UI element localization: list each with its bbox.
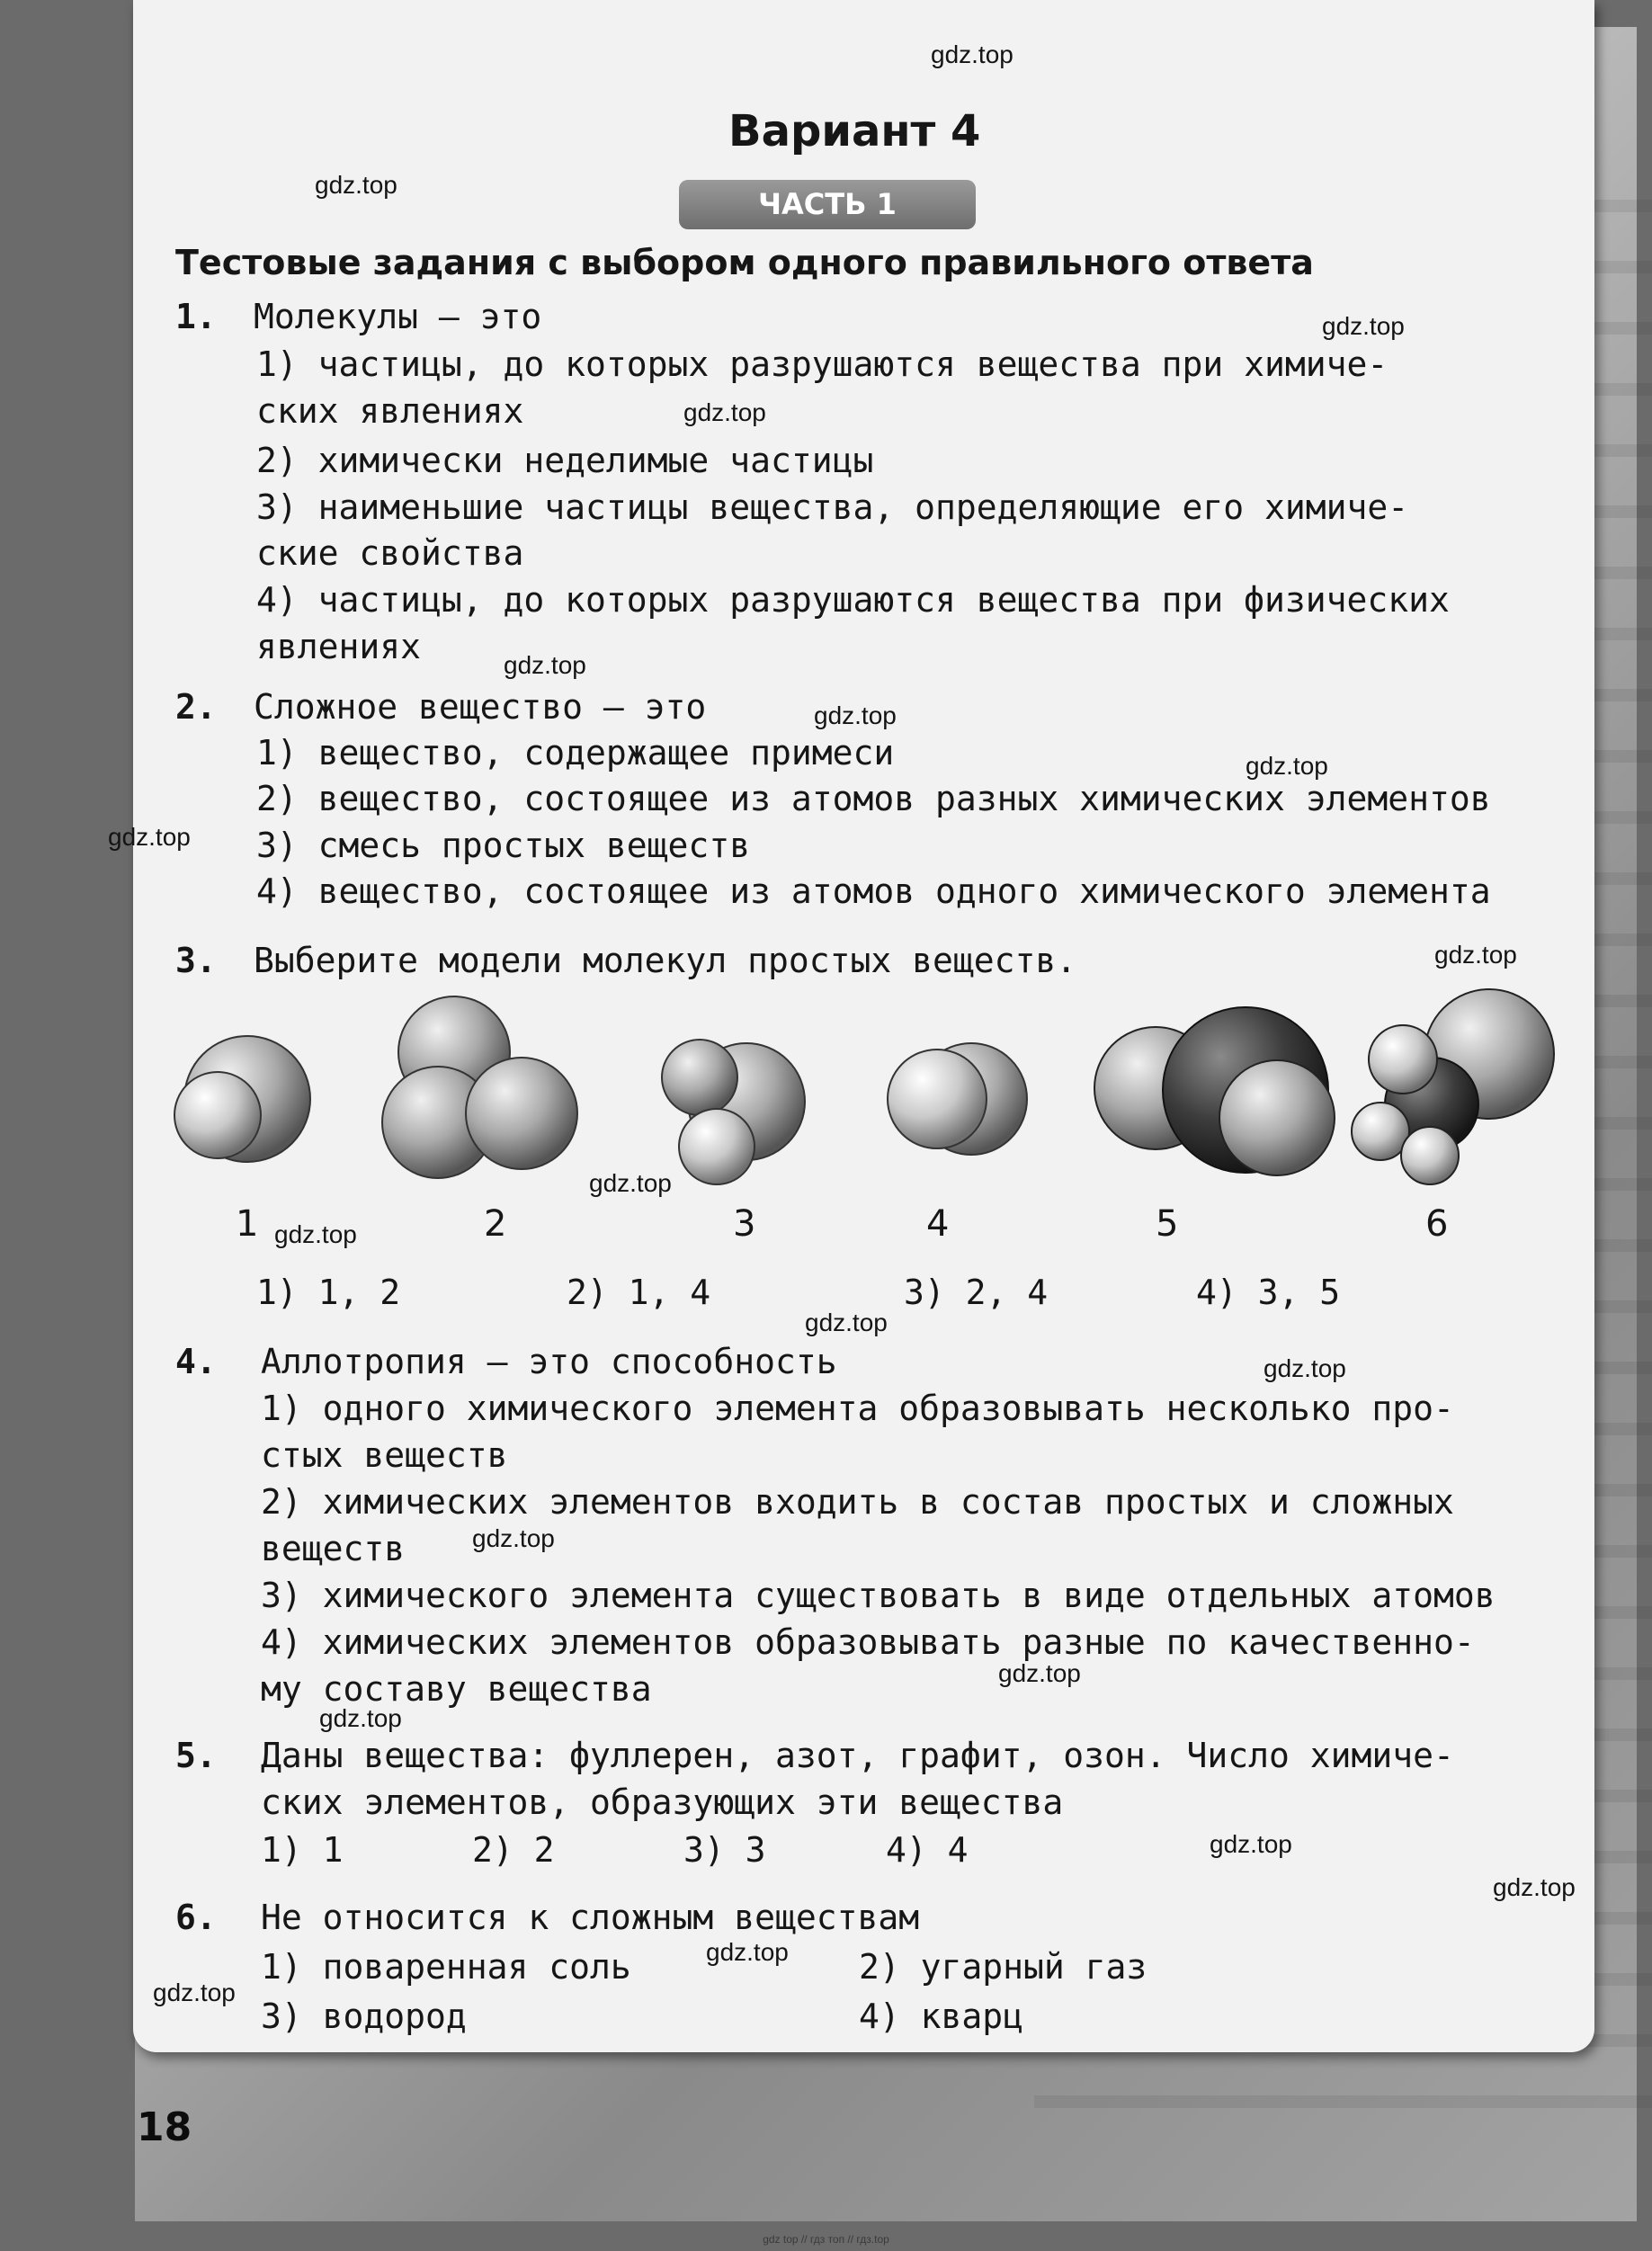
part-label: ЧАСТЬ 1 [679, 180, 976, 229]
watermark: gdz.top [153, 1979, 236, 2006]
section-title: Тестовые задания с выбором одного правильного ответа [175, 243, 1314, 282]
watermark: gdz.top [1264, 1354, 1346, 1382]
question-3-text: Выберите модели молекул простых веществ. [254, 941, 1077, 980]
footer-note[interactable]: gdz top // гдз топ // гдз.top [763, 2233, 889, 2246]
question-4-option-4-cont: му составу вещества [261, 1669, 652, 1709]
question-3-number: 3. [175, 941, 217, 980]
question-3-option-2: 2) 1, 4 [567, 1273, 711, 1312]
molecule-5-icon [1094, 1007, 1335, 1175]
watermark: gdz.top [274, 1220, 357, 1248]
question-5-text: Даны вещества: фуллерен, азот, графит, озон. Число химиче- [261, 1736, 1454, 1775]
question-4-option-1-cont: стых веществ [261, 1435, 508, 1475]
question-6-option-3: 3) водород [261, 1996, 467, 2036]
watermark: gdz.top [472, 1524, 555, 1552]
question-1-option-4: 4) частицы, до которых разрушаются вещества при физических [256, 580, 1450, 620]
watermark: gdz.top [504, 651, 586, 679]
molecule-label-1: 1 [236, 1203, 259, 1245]
question-2-option-2: 2) вещество, состоящее из атомов разных химических элементов [256, 779, 1491, 818]
question-5-option-3: 3) 3 [683, 1830, 766, 1870]
question-5-option-1: 1) 1 [261, 1830, 344, 1870]
molecule-label-6: 6 [1425, 1203, 1449, 1245]
watermark: gdz.top [706, 1938, 789, 1966]
question-5-text-cont: ских элементов, образующих эти вещества [261, 1782, 1064, 1822]
question-5-option-4: 4) 4 [886, 1830, 969, 1870]
page-number: 18 [137, 2104, 192, 2150]
molecule-label-4: 4 [926, 1203, 950, 1245]
question-2-text: Сложное вещество — это [254, 687, 707, 727]
question-1-option-3: 3) наименьшие частицы вещества, определяющие его химиче- [256, 487, 1409, 527]
watermark: gdz.top [931, 40, 1014, 68]
watermark: gdz.top [315, 171, 397, 199]
question-1-option-3-cont: ские свойства [256, 533, 524, 573]
question-6-option-1: 1) поваренная соль [261, 1947, 631, 1987]
question-2-number: 2. [175, 687, 217, 727]
watermark: gdz.top [1246, 752, 1328, 780]
question-4-option-1: 1) одного химического элемента образовывать несколько про- [261, 1389, 1454, 1428]
question-4-number: 4. [175, 1342, 217, 1381]
molecule-4-icon [888, 1043, 1027, 1155]
watermark: gdz.top [589, 1169, 672, 1197]
variant-title: Вариант 4 [728, 106, 981, 156]
question-3-option-1: 1) 1, 2 [256, 1273, 401, 1312]
question-4-text: Аллотропия — это способность [261, 1342, 837, 1381]
watermark: gdz.top [1434, 941, 1517, 969]
question-6-number: 6. [175, 1898, 217, 1937]
watermark: gdz.top [998, 1659, 1081, 1687]
question-1-option-1: 1) частицы, до которых разрушаются вещества при химиче- [256, 344, 1389, 384]
watermark: gdz.top [1493, 1873, 1576, 1901]
question-1-option-1-cont: ских явлениях [256, 391, 524, 431]
question-4-option-3: 3) химического элемента существовать в виде отдельных атомов [261, 1576, 1496, 1615]
question-1-option-2: 2) химически неделимые частицы [256, 441, 874, 480]
question-1-option-4-cont: явлениях [256, 627, 422, 666]
question-2-option-4: 4) вещество, состоящее из атомов одного химического элемента [256, 871, 1491, 911]
question-5-option-2: 2) 2 [472, 1830, 555, 1870]
question-4-option-4: 4) химических элементов образовывать разные по качественно- [261, 1622, 1475, 1662]
molecule-label-3: 3 [733, 1203, 756, 1245]
watermark: gdz.top [108, 823, 191, 851]
molecule-label-2: 2 [484, 1203, 507, 1245]
molecule-6-icon [1352, 989, 1554, 1184]
molecule-1-icon [174, 1036, 310, 1162]
watermark: gdz.top [683, 398, 766, 426]
question-3-option-4: 4) 3, 5 [1196, 1273, 1341, 1312]
question-4-option-2: 2) химических элементов входить в состав простых и сложных [261, 1482, 1454, 1522]
question-2-option-1: 1) вещество, содержащее примеси [256, 733, 895, 773]
question-4-option-2-cont: веществ [261, 1529, 406, 1568]
molecule-3-icon [662, 1040, 805, 1184]
watermark: gdz.top [805, 1309, 888, 1336]
question-5-number: 5. [175, 1736, 217, 1775]
question-3-option-3: 3) 2, 4 [904, 1273, 1049, 1312]
watermark: gdz.top [1210, 1830, 1292, 1858]
watermark: gdz.top [814, 701, 897, 729]
watermark: gdz.top [1322, 312, 1405, 340]
question-6-option-4: 4) кварц [859, 1996, 1024, 2036]
question-1-number: 1. [175, 297, 217, 336]
question-2-option-3: 3) смесь простых веществ [256, 826, 751, 865]
question-1-text: Молекулы — это [254, 297, 542, 336]
question-6-option-2: 2) угарный газ [859, 1947, 1147, 1987]
question-6-text: Не относится к сложным веществам [261, 1898, 920, 1937]
molecule-label-5: 5 [1156, 1203, 1179, 1245]
molecule-2-icon [382, 996, 577, 1178]
watermark: gdz.top [319, 1704, 402, 1732]
